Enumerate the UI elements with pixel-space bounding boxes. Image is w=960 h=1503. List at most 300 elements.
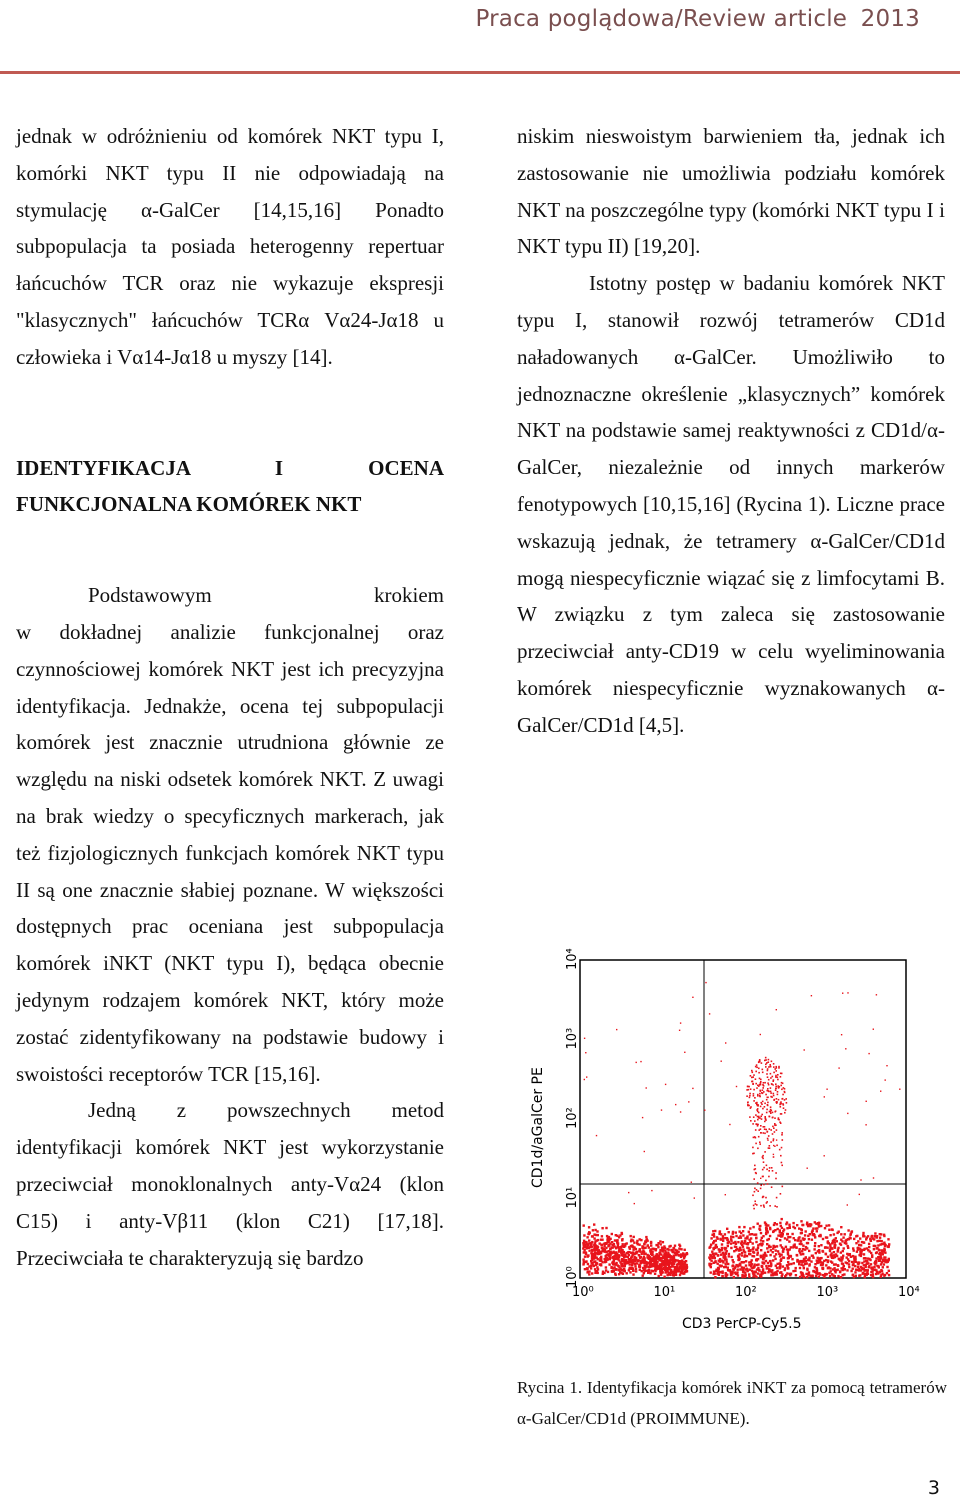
plot-dot <box>709 1013 710 1014</box>
plot-dot <box>826 1247 828 1249</box>
plot-dot <box>833 1263 835 1265</box>
plot-dot <box>765 1118 767 1120</box>
plot-dot <box>762 1087 764 1089</box>
plot-dot <box>661 1246 663 1248</box>
plot-dot <box>747 1086 749 1088</box>
plot-dot <box>755 1143 757 1145</box>
plot-dot <box>650 1244 652 1246</box>
plot-dot <box>762 1268 764 1270</box>
plot-dot <box>644 1267 646 1269</box>
plot-dot <box>784 1099 786 1101</box>
plot-dot <box>781 1273 783 1275</box>
plot-dot <box>710 1271 712 1273</box>
plot-dot <box>847 1229 849 1231</box>
plot-dot <box>605 1266 607 1268</box>
plot-dot <box>744 1254 746 1256</box>
plot-dot <box>874 1269 876 1271</box>
plot-dot <box>825 1259 827 1261</box>
plot-dot <box>770 1087 772 1089</box>
plot-dot <box>659 1249 661 1251</box>
plot-dot <box>679 1030 680 1031</box>
plot-dot <box>770 1264 772 1266</box>
plot-dot <box>877 1265 879 1267</box>
plot-dot <box>847 1204 848 1205</box>
plot-dot <box>799 1248 801 1250</box>
plot-dot <box>814 1242 816 1244</box>
plot-dot <box>848 1266 850 1268</box>
plot-dot <box>760 1034 761 1035</box>
plot-dot <box>650 1270 652 1272</box>
plot-dot <box>777 1079 779 1081</box>
plot-dot <box>616 1029 617 1030</box>
plot-dot <box>672 1247 674 1249</box>
plot-dot <box>884 1256 886 1258</box>
plot-dot <box>674 1271 676 1273</box>
plot-dot <box>752 1072 754 1074</box>
plot-dot <box>766 1201 768 1203</box>
plot-dot <box>767 1271 769 1273</box>
plot-dot <box>737 1241 739 1243</box>
plot-dot <box>742 1271 744 1273</box>
plot-dot <box>762 1069 764 1071</box>
plot-dot <box>601 1227 603 1229</box>
plot-dot <box>818 1249 820 1251</box>
plot-dot <box>856 1269 858 1271</box>
plot-dot <box>802 1237 804 1239</box>
plot-dot <box>876 1251 878 1253</box>
plot-dot <box>657 1244 659 1246</box>
plot-dot <box>814 1266 816 1268</box>
plot-dot <box>842 993 843 994</box>
plot-dot <box>717 1254 719 1256</box>
plot-dot <box>762 1158 764 1160</box>
figure-caption <box>517 1372 947 1434</box>
plot-dot <box>789 1274 791 1276</box>
plot-dot <box>686 1252 688 1254</box>
plot-dot <box>844 1268 846 1270</box>
plot-dot <box>672 1271 674 1273</box>
plot-dot <box>781 1147 783 1149</box>
plot-dot <box>888 1274 890 1276</box>
plot-dot <box>759 1095 761 1097</box>
plot-dot <box>774 1205 776 1207</box>
plot-dot <box>761 1266 763 1268</box>
plot-dot <box>840 1251 842 1253</box>
plot-dot <box>767 1090 769 1092</box>
plot-dot <box>743 1261 745 1263</box>
plot-dot <box>609 1256 611 1258</box>
plot-dot <box>755 1173 757 1175</box>
plot-dot <box>720 1254 722 1256</box>
plot-dot <box>840 1233 842 1235</box>
plot-dot <box>653 1263 655 1265</box>
plot-dot <box>751 1077 753 1079</box>
plot-dot <box>783 1257 785 1259</box>
plot-dot <box>655 1249 657 1251</box>
plot-dot <box>659 1252 661 1254</box>
plot-dot <box>771 1110 773 1112</box>
plot-dot <box>767 1076 769 1078</box>
plot-dot <box>643 1272 645 1274</box>
plot-dot <box>756 1189 758 1191</box>
plot-dot <box>735 1264 737 1266</box>
header-rule <box>0 71 960 74</box>
plot-dot <box>752 1076 754 1078</box>
plot-dot <box>752 1153 754 1155</box>
plot-dot <box>770 1141 772 1143</box>
plot-dot <box>760 1081 762 1083</box>
plot-dot <box>777 1228 779 1230</box>
plot-dot <box>753 1095 755 1097</box>
plot-dot <box>743 1242 745 1244</box>
plot-dot <box>620 1250 622 1252</box>
plot-dot <box>782 1139 784 1141</box>
plot-dot <box>741 1252 743 1254</box>
plot-dot <box>781 1218 783 1220</box>
plot-dot <box>738 1253 740 1255</box>
plot-dot <box>644 1270 646 1272</box>
plot-dot <box>754 1097 756 1099</box>
plot-dot <box>776 1245 778 1247</box>
plot-dot <box>763 1091 765 1093</box>
plot-dot <box>799 1251 801 1253</box>
plot-dot <box>778 1066 780 1068</box>
plot-dot <box>773 1093 775 1095</box>
plot-dot <box>763 1196 765 1198</box>
plot-dot <box>859 1194 860 1195</box>
plot-dot <box>769 1228 771 1230</box>
plot-dot <box>825 1264 827 1266</box>
plot-dot <box>609 1242 611 1244</box>
plot-dot <box>613 1270 615 1272</box>
plot-dot <box>763 1161 765 1163</box>
plot-dot <box>732 1261 734 1263</box>
plot-dot <box>775 1076 777 1078</box>
plot-dot <box>749 1093 751 1095</box>
plot-dot <box>805 1230 807 1232</box>
plot-dot <box>784 1091 786 1093</box>
plot-dot <box>768 1084 770 1086</box>
plot-dot <box>753 1089 755 1091</box>
plot-dot <box>879 1243 881 1245</box>
plot-dot <box>845 1048 846 1049</box>
plot-dot <box>765 1119 767 1121</box>
plot-dot <box>639 1251 641 1253</box>
plot-dot <box>805 1273 807 1275</box>
plot-dot <box>768 1170 770 1172</box>
plot-dot <box>611 1233 613 1235</box>
plot-dot <box>783 1104 785 1106</box>
plot-dot <box>784 1269 786 1271</box>
plot-dot <box>727 1245 729 1247</box>
plot-dot <box>795 1274 797 1276</box>
plot-dot <box>595 1262 597 1264</box>
plot-dot <box>773 1156 775 1158</box>
plot-dot <box>745 1260 747 1262</box>
plot-dot <box>601 1235 603 1237</box>
plot-dot <box>744 1275 746 1277</box>
plot-dot <box>618 1247 620 1249</box>
plot-dot <box>773 1140 775 1142</box>
plot-dot <box>607 1258 609 1260</box>
plot-dot <box>816 1269 818 1271</box>
plot-dot <box>753 1263 755 1265</box>
plot-dot <box>674 1245 676 1247</box>
plot-dot <box>776 1101 778 1103</box>
plot-dot <box>759 1093 761 1095</box>
plot-dot <box>757 1148 759 1150</box>
plot-dot <box>780 1106 782 1108</box>
plot-dot <box>830 1254 832 1256</box>
plot-dot <box>803 1259 805 1261</box>
plot-dot <box>820 1225 822 1227</box>
plot-dot <box>773 1063 775 1065</box>
plot-dot <box>731 1265 733 1267</box>
plot-dot <box>840 1239 842 1241</box>
plot-dot <box>764 1254 766 1256</box>
plot-dot <box>769 1205 771 1207</box>
plot-dot <box>762 1072 764 1074</box>
plot-dot <box>770 1066 772 1068</box>
plot-dot <box>824 1246 826 1248</box>
plot-dot <box>782 1230 784 1232</box>
plot-dot <box>794 1227 796 1229</box>
plot-dot <box>635 1268 637 1270</box>
plot-dot <box>760 1132 762 1134</box>
plot-dot <box>588 1233 590 1235</box>
plot-dot <box>814 1236 816 1238</box>
plot-dot <box>767 1183 769 1185</box>
plot-dot <box>777 1250 779 1252</box>
plot-dot <box>787 1261 789 1263</box>
plot-dot <box>758 1116 760 1118</box>
plot-dot <box>764 1272 766 1274</box>
plot-dot <box>757 1190 759 1192</box>
plot-dot <box>824 1227 826 1229</box>
plot-dot <box>759 1143 761 1145</box>
plot-dot <box>720 1249 722 1251</box>
plot-dot <box>819 1235 821 1237</box>
plot-dot <box>737 1255 739 1257</box>
plot-dot <box>762 1169 764 1171</box>
plot-dot <box>764 1106 766 1108</box>
plot-dot <box>774 1068 776 1070</box>
plot-dot <box>726 1228 728 1230</box>
plot-dot <box>804 1049 805 1050</box>
plot-dot <box>731 1272 733 1274</box>
right-para-2: Istotny postęp w badaniu komórek NKT typu I, stanowił rozwój tetramerów CD1d naładowanych α-GalCer. Umożliwiło to jednoznaczne określenie „klasycznych” komórek NKT na podstawie samej reaktywności z CD1d/α-GalCer, niezależnie od innych markerów fenotypowych [10,15,16] (Rycina 1). Liczne prace wskazują jednak, że tetramery α-GalCer/CD1d mogą niespecyficznie wiązać się z limfocytami B. W związku z tym zaleca się zastosowanie przeciwciał anty-CD19 w celu wyeliminowania komórek niespecyficznie wyznakowanych α-GalCer/CD1d [4,5]. <box>517 271 945 737</box>
plot-dot <box>833 1246 835 1248</box>
plot-dot <box>872 1237 874 1239</box>
plot-dot <box>645 1264 647 1266</box>
plot-dot <box>749 1269 751 1271</box>
plot-dot <box>748 1231 750 1233</box>
plot-dot <box>642 1117 643 1118</box>
plot-dot <box>811 1255 813 1257</box>
plot-dot <box>762 1255 764 1257</box>
plot-dot <box>730 1247 732 1249</box>
plot-dot <box>765 1260 767 1262</box>
plot-dot <box>716 1236 718 1238</box>
plot-dot <box>825 1253 827 1255</box>
plot-dot <box>688 1101 689 1102</box>
plot-dot <box>818 1224 820 1226</box>
plot-dot <box>761 1103 763 1105</box>
plot-dot <box>843 1247 845 1249</box>
plot-dot <box>767 1068 769 1070</box>
plot-dot <box>748 1264 750 1266</box>
plot-dot <box>855 1242 857 1244</box>
plot-dot <box>593 1256 595 1258</box>
plot-dot <box>772 1170 774 1172</box>
plot-dot <box>647 1244 649 1246</box>
plot-dot <box>692 1088 693 1089</box>
plot-dot <box>840 1276 842 1278</box>
plot-dot <box>729 1124 730 1125</box>
plot-dot <box>596 1270 598 1272</box>
plot-dot <box>679 1274 681 1276</box>
plot-dot <box>597 1252 599 1254</box>
plot-dot <box>750 1075 752 1077</box>
plot-dot <box>585 1261 587 1263</box>
plot-dot <box>759 1229 761 1231</box>
plot-dot <box>799 1267 801 1269</box>
plot-dot <box>749 1227 751 1229</box>
plot-dot <box>643 1253 645 1255</box>
plot-dot <box>754 1188 756 1190</box>
plot-dot <box>801 1232 803 1234</box>
plot-dot <box>769 1145 771 1147</box>
plot-dot <box>747 1102 748 1103</box>
plot-dot <box>769 1111 771 1113</box>
plot-dot <box>780 1254 782 1256</box>
plot-dot <box>605 1261 607 1263</box>
plot-dot <box>802 1273 804 1275</box>
plot-dot <box>644 1247 646 1249</box>
plot-dot <box>884 1243 886 1245</box>
plot-dot <box>593 1248 595 1250</box>
plot-dot <box>880 1276 882 1278</box>
plot-dot <box>717 1263 719 1265</box>
plot-dot <box>778 1117 780 1119</box>
plot-dot <box>828 1266 830 1268</box>
plot-dot <box>753 1137 755 1139</box>
plot-dot <box>813 1248 815 1250</box>
plot-dot <box>741 1254 743 1256</box>
plot-dot <box>762 1108 764 1110</box>
plot-dot <box>795 1267 797 1269</box>
plot-dot <box>756 1264 758 1266</box>
plot-dot <box>837 1249 839 1251</box>
plot-dot <box>649 1260 651 1262</box>
y-tick-label: 10⁰ <box>565 1266 580 1288</box>
plot-dot <box>866 1236 868 1238</box>
plot-dot <box>765 1129 767 1131</box>
plot-dot <box>767 1138 769 1140</box>
plot-dot <box>608 1263 610 1265</box>
plot-dot <box>857 1263 859 1265</box>
plot-dot <box>806 1276 808 1278</box>
plot-dot <box>773 1072 775 1074</box>
plot-dot <box>834 1275 836 1277</box>
plot-dot <box>626 1272 628 1274</box>
plot-dot <box>622 1259 624 1261</box>
page-number: 3 <box>927 1477 940 1499</box>
plot-dot <box>876 1247 878 1249</box>
plot-dot <box>847 1238 849 1240</box>
plot-dot <box>761 1271 763 1273</box>
plot-dot <box>683 1255 685 1257</box>
plot-dot <box>640 1061 641 1062</box>
plot-dot <box>850 1233 852 1235</box>
plot-dot <box>721 1243 723 1245</box>
plot-dot <box>632 1249 634 1251</box>
plot-dot <box>739 1235 741 1237</box>
plot-dot <box>760 1239 762 1241</box>
x-tick-label: 10⁴ <box>898 1285 920 1300</box>
plot-dot <box>833 1233 835 1235</box>
plot-dot <box>760 1125 762 1127</box>
plot-dot <box>738 1226 740 1228</box>
plot-dot <box>636 1262 638 1264</box>
plot-dot <box>661 1109 662 1110</box>
plot-dot <box>764 1128 766 1130</box>
plot-dot <box>692 997 693 998</box>
plot-dot <box>773 1138 775 1140</box>
plot-dot <box>757 1272 759 1274</box>
plot-dot <box>585 1052 586 1053</box>
plot-dot <box>635 1248 637 1250</box>
plot-dot <box>686 1266 688 1268</box>
plot-dot <box>766 1227 768 1229</box>
plot-dot <box>762 1176 764 1178</box>
plot-dot <box>642 1246 644 1248</box>
plot-dot <box>780 1244 782 1246</box>
plot-dot <box>771 1167 773 1169</box>
plot-dot <box>800 1220 802 1222</box>
plot-dot <box>658 1275 660 1277</box>
plot-dot <box>796 1224 798 1226</box>
plot-dot <box>768 1238 770 1240</box>
plot-dot <box>744 1268 746 1270</box>
plot-dot <box>826 1089 827 1090</box>
plot-dot <box>584 1268 586 1270</box>
plot-dot <box>673 1259 675 1261</box>
plot-dot <box>754 1191 756 1193</box>
plot-dot <box>867 1257 869 1259</box>
plot-dot <box>761 1114 763 1116</box>
plot-dot <box>614 1239 616 1241</box>
plot-dot <box>782 1186 784 1188</box>
plot-dot <box>760 1106 762 1108</box>
plot-dot <box>785 1098 787 1100</box>
plot-dot <box>881 1240 883 1242</box>
plot-dot <box>777 1091 779 1093</box>
plot-dot <box>793 1246 795 1248</box>
plot-dot <box>601 1247 603 1249</box>
plot-dot <box>630 1235 632 1237</box>
plot-dot <box>814 1271 816 1273</box>
plot-dot <box>606 1251 608 1253</box>
plot-dot <box>657 1246 659 1248</box>
plot-dot <box>733 1276 735 1278</box>
plot-dot <box>791 1233 793 1235</box>
plot-dot <box>798 1236 800 1238</box>
plot-dot <box>739 1268 741 1270</box>
plot-dot <box>835 1237 837 1239</box>
plot-dot <box>592 1229 594 1231</box>
plot-dot <box>620 1268 622 1270</box>
